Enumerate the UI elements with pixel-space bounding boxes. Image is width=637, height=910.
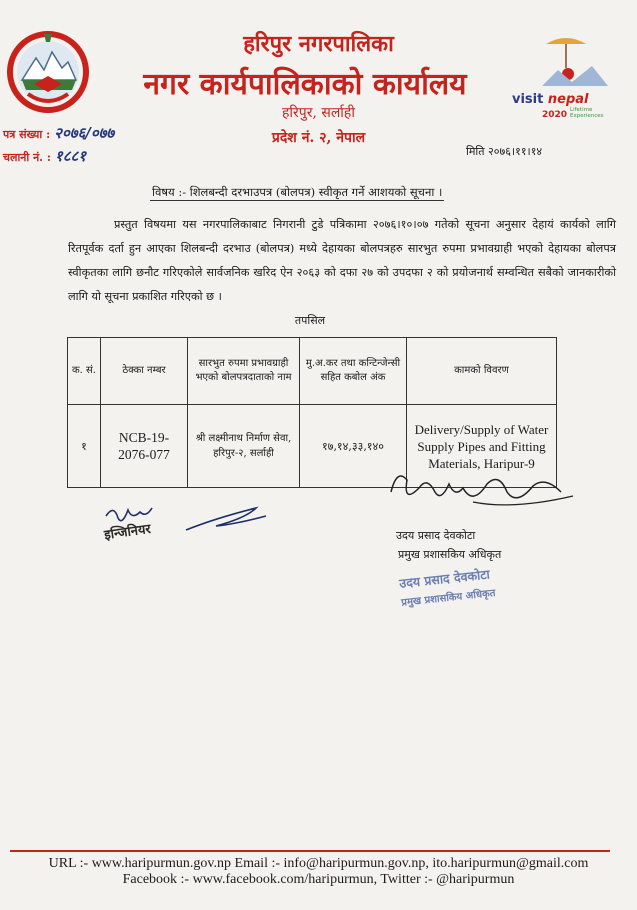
notice-subject: विषय :- शिलबन्दी दरभाउपत्र (बोलपत्र) स्वीकृत गर्ने आशयको सूचना । bbox=[152, 185, 443, 199]
cell-work: Delivery/Supply of Water Supply Pipes and Fitting Materials, Haripur-9 bbox=[407, 405, 557, 488]
header-sn: क. सं. bbox=[68, 338, 101, 405]
footer-contact: URL :- www.haripurmun.gov.np Email :- info@haripurmun.gov.np, ito.haripurmun@gmail.com bbox=[48, 856, 589, 871]
stamp-name: उदय प्रसाद देवकोटा bbox=[398, 566, 491, 591]
official-stamp bbox=[398, 558, 551, 613]
visit-word: visit bbox=[512, 92, 544, 107]
footer-social: Facebook :- www.facebook.com/haripurmun, Twitter :- @haripurmun bbox=[122, 872, 515, 887]
chalani-number bbox=[3, 146, 86, 166]
tapsil-heading: तपसिल bbox=[294, 314, 326, 327]
header-work: कामको विवरण bbox=[407, 338, 557, 405]
visit-nepal-tagline-2: Experiences bbox=[570, 113, 604, 119]
date-value: २०७६।११।१४ bbox=[488, 145, 543, 158]
header-contract: ठेक्का नम्बर bbox=[101, 338, 188, 405]
date-label: मिति bbox=[466, 145, 485, 158]
patra-label: पत्र संख्या : bbox=[3, 128, 51, 141]
issue-date bbox=[466, 144, 542, 159]
stamp-title: प्रमुख प्रशासकिय अधिकृत bbox=[400, 587, 496, 609]
cao-name: उदय प्रसाद देवकोटा bbox=[396, 529, 476, 542]
header-amount: मु.अ.कर तथा कन्टिन्जेन्सी सहित कबोल अंक bbox=[300, 338, 407, 405]
cao-title: प्रमुख प्रशासकिय अधिकृत bbox=[398, 548, 502, 561]
cell-amount: १७,१४,३३,१४० bbox=[300, 405, 407, 488]
patra-sankhya bbox=[3, 123, 114, 143]
office-title: नगर कार्यपालिकाको कार्यालय bbox=[143, 67, 467, 102]
province-line: प्रदेश नं. २, नेपाल bbox=[271, 130, 366, 146]
cell-contract: NCB-19-2076-077 bbox=[101, 405, 188, 488]
notice-body: प्रस्तुत विषयमा यस नगरपालिकाबाट निगरानी टुडे पत्रिकामा २०७६।१०।०७ गतेको सूचना अनुसार देहायं कार्यको लागि रितपूर्वक दर्ता हुन आएका शिलबन्दी दरभाउ (बोलपत्र) मध्ये देहायका बोलपत्रहरु सारभुत रुपमा प्रभावग्राही भएको देहायका बोलपत्र स्वीकृतका लागि छनौट गरिएकोले सार्वजनिक खरिद ऐन २०६३ को दफा २७ को उपदफा २ को प्रयोजनार्थ सम्वन्धित सबैको जानकारीको लागि यो सूचना प्रकाशित गरिएको छ । bbox=[68, 218, 616, 303]
patra-value: २०७६/०७७ bbox=[54, 124, 115, 142]
visit-nepal-year: 2020 bbox=[542, 110, 568, 120]
visit-nepal-tagline-1: Lifetime bbox=[570, 107, 593, 113]
cell-bidder: श्री लक्ष्मीनाथ निर्माण सेवा, हरिपुर-२, सर्लाही bbox=[188, 405, 300, 488]
cell-sn: १ bbox=[68, 405, 101, 488]
footer-divider bbox=[10, 850, 610, 852]
engineer-label: इन्जिनियर bbox=[103, 521, 152, 544]
chalani-value: १८८१ bbox=[54, 147, 87, 165]
chalani-label: चलानी नं. : bbox=[3, 151, 51, 164]
table-header-row bbox=[68, 338, 557, 405]
header-bidder: सारभुत रुपमा प्रभावग्राही भएको बोलपत्रदाताको नाम bbox=[188, 338, 300, 405]
nepal-word: nepal bbox=[547, 92, 589, 107]
cao-signature bbox=[383, 462, 583, 522]
office-location: हरिपुर, सर्लाही bbox=[281, 105, 355, 121]
municipality-name: हरिपुर नगरपालिका bbox=[243, 31, 394, 57]
